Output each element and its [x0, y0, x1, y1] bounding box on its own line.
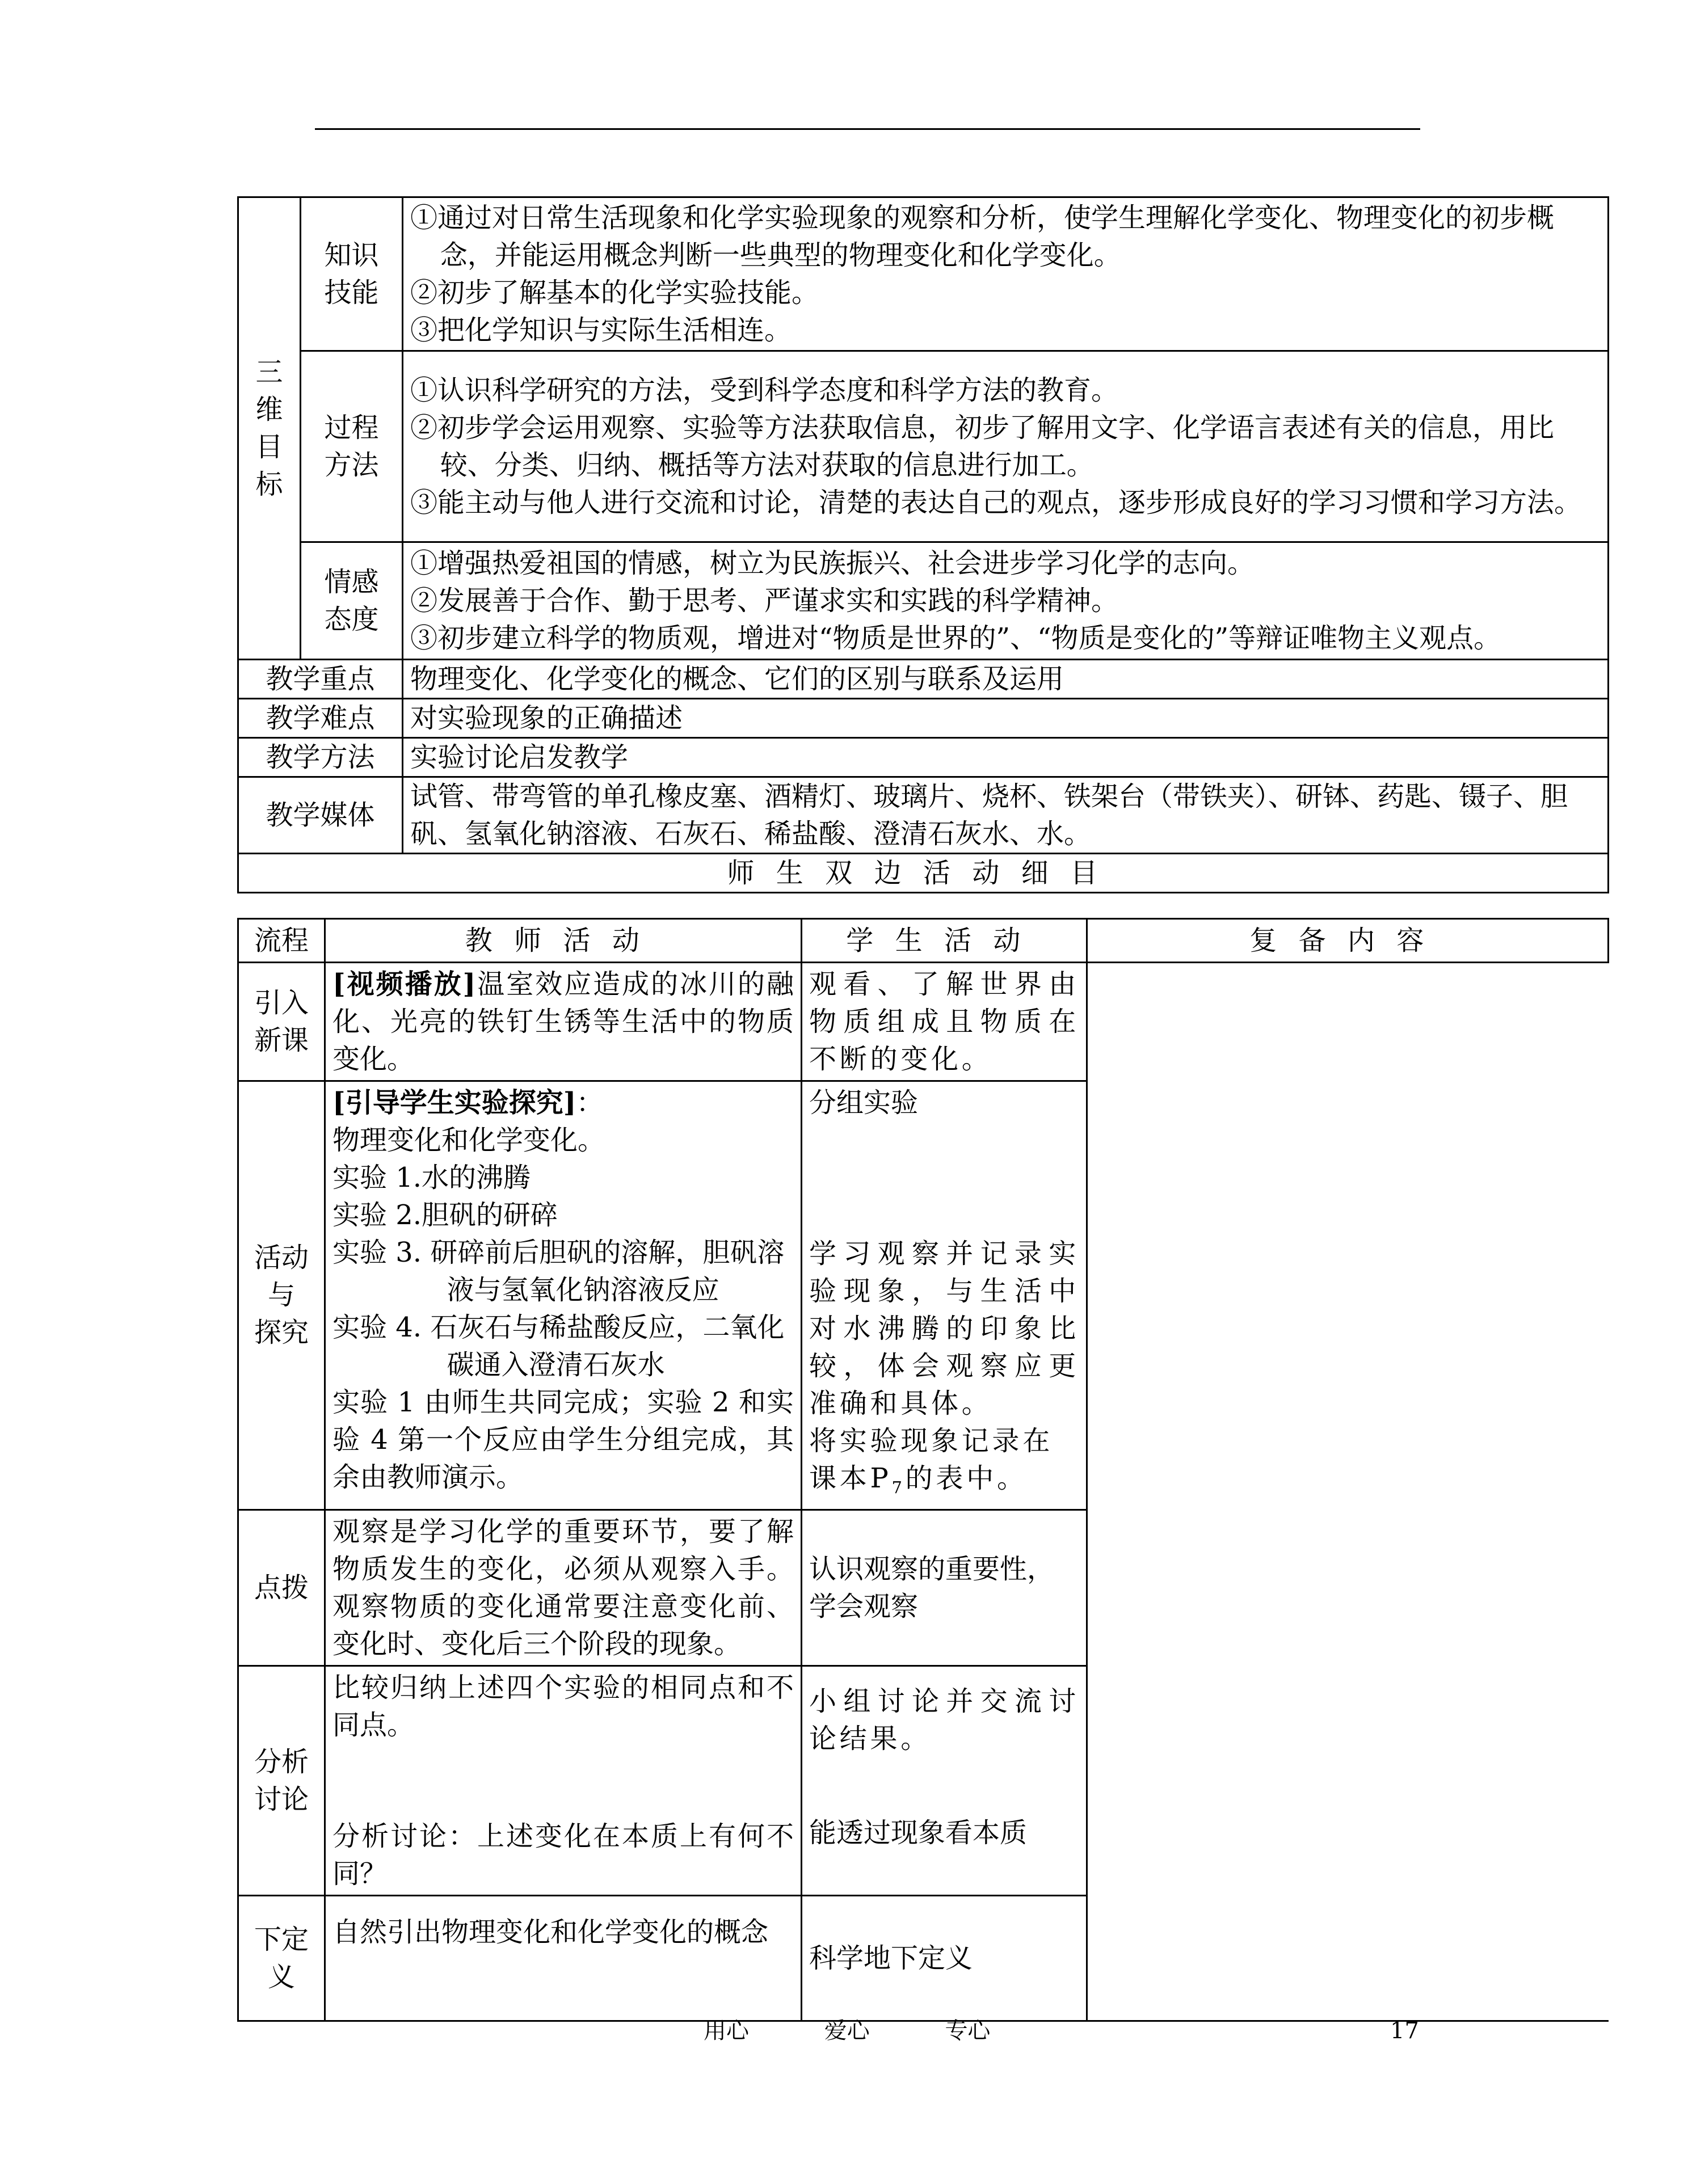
- teacher-cell: [325, 1666, 802, 1895]
- student-text: 将实验现象记录在课本$P_7$的表中。: [809, 1425, 1054, 1498]
- experiment-item: 实验 1.水的沸腾: [332, 1162, 531, 1194]
- emotion-label: 情感 态度: [301, 542, 403, 660]
- video-tag: [视频播放]: [332, 968, 476, 1000]
- student-cell: 观看、了解世界由物质组成且物质在不断的变化。: [802, 963, 1087, 1081]
- student-cell: [802, 1081, 1087, 1510]
- teacher-text: 物理变化和化学变化。: [332, 1124, 605, 1156]
- activities-banner-row: [238, 854, 1609, 893]
- process-item: ②初步学会运用观察、实验等方法获取信息，初步了解用文字、化学语言表述有关的信息，用比较、分类、归纳、概括等方法对获取的信息进行加工。: [410, 412, 1555, 481]
- info-label: 教学媒体: [238, 777, 403, 854]
- col-prep-header: 复备内容: [1087, 919, 1609, 963]
- info-row-media: [238, 777, 1609, 854]
- info-label: 教学难点: [238, 699, 403, 738]
- emotion-row: [238, 542, 1609, 660]
- activities-table: [237, 918, 1609, 2022]
- experiment-item: 实验 3. 研碎前后胆矾的溶解，胆矾溶液与氢氧化钠溶液反应: [332, 1237, 785, 1306]
- flow-cell: 点拨: [238, 1510, 325, 1666]
- student-text: 小组讨论并交流讨论结果。: [809, 1685, 1079, 1755]
- prep-cell: [1087, 963, 1609, 2021]
- flow-cell: 引入 新课: [238, 963, 325, 1081]
- intro-row: [238, 963, 1609, 1081]
- teacher-text: 比较归纳上述四个实验的相同点和不同点。: [332, 1671, 794, 1741]
- objectives-table: [237, 196, 1609, 893]
- flow-cell: 分析 讨论: [238, 1666, 325, 1895]
- teacher-cell: 自然引出物理变化和化学变化的概念: [325, 1895, 802, 2021]
- page-number: 17: [1390, 2018, 1419, 2044]
- header-rule: [315, 128, 1420, 130]
- student-cell: 认识观察的重要性，学会观察: [802, 1510, 1087, 1666]
- knowledge-items: [403, 197, 1609, 351]
- student-text: 分组实验: [809, 1087, 919, 1119]
- emotion-item: ②发展善于合作、勤于思考、严谨求实和实践的科学精神。: [410, 585, 1119, 617]
- info-row-key-points: [238, 660, 1609, 699]
- col-teacher-header: 教师活动: [325, 919, 802, 963]
- info-row-methods: [238, 738, 1609, 777]
- knowledge-item: ②初步了解基本的化学实验技能。: [410, 277, 819, 309]
- teacher-cell: [引导学生实验探究]： 物理变化和化学变化。 实验 1.水的沸腾 实验 2.胆矾的研碎 实验 3. 研碎前后胆矾的溶解，胆矾溶液与氢氧化钠溶液反应 实验 4. 石灰石与稀盐酸反应，二氧化碳通入澄清石灰水 实验 1 由师生共同完成；实验 2 和实验 4 第一个反应由学生分组完成，其余由教师演示。: [325, 1081, 802, 1510]
- col-flow-header: 流程: [238, 919, 325, 963]
- info-value: 实验讨论启发教学: [403, 738, 1609, 777]
- student-text: 学习观察并记录实验现象，与生活中对水沸腾的印象比较，体会观察应更准确和具体。: [809, 1238, 1079, 1419]
- knowledge-item: ①通过对日常生活现象和化学实验现象的观察和分析，使学生理解化学变化、物理变化的初步概念，并能运用概念判断一些典型的物理变化和化学变化。: [410, 202, 1555, 271]
- info-value: 试管、带弯管的单孔橡皮塞、酒精灯、玻璃片、烧杯、铁架台（带铁夹）、研钵、药匙、镊子、胆矾、氢氧化钠溶液、石灰石、稀盐酸、澄清石灰水、水。: [403, 777, 1609, 854]
- info-value: 对实验现象的正确描述: [403, 699, 1609, 738]
- knowledge-row: [238, 197, 1609, 351]
- teacher-cell: 观察是学习化学的重要环节，要了解物质发生的变化，必须从观察入手。观察物质的变化通常要注意变化前、变化时、变化后三个阶段的现象。: [325, 1510, 802, 1666]
- student-text: 能透过现象看本质: [809, 1816, 1028, 1849]
- student-cell: [802, 1666, 1087, 1895]
- flow-cell: 下定 义: [238, 1895, 325, 2021]
- process-items: [403, 351, 1609, 542]
- emotion-items: [403, 542, 1609, 660]
- info-label: 教学重点: [238, 660, 403, 699]
- footer-motto: 用心 爱心 专心: [704, 2018, 991, 2044]
- student-cell: 科学地下定义: [802, 1895, 1087, 2021]
- col-student-header: 学生活动: [802, 919, 1087, 963]
- emotion-item: ③初步建立科学的物质观，增进对“物质是世界的”、“物质是变化的”等辩证唯物主义观点。: [410, 622, 1501, 654]
- info-value: 物理变化、化学变化的概念、它们的区别与联系及运用: [403, 660, 1609, 699]
- knowledge-item: ③把化学知识与实际生活相连。: [410, 314, 792, 346]
- process-label: 过程 方法: [301, 351, 403, 542]
- experiment-item: 实验 2.胆矾的研碎: [332, 1199, 558, 1231]
- three-dim-goals-label: 三 维 目 标: [238, 197, 301, 660]
- knowledge-label: 知识 技能: [301, 197, 403, 351]
- activities-banner: 师生双边活动细目: [238, 854, 1609, 893]
- column-header-row: [238, 919, 1609, 963]
- flow-cell: 活动 与 探究: [238, 1081, 325, 1510]
- teacher-note: 实验 1 由师生共同完成；实验 2 和实验 4 第一个反应由学生分组完成，其余由教师演示。: [332, 1386, 794, 1493]
- emotion-item: ①增强热爱祖国的情感，树立为民族振兴、社会进步学习化学的志向。: [410, 547, 1255, 579]
- experiment-item: 实验 4. 石灰石与稀盐酸反应，二氧化碳通入澄清石灰水: [332, 1312, 785, 1381]
- info-row-difficulties: [238, 699, 1609, 738]
- guide-tag: [引导学生实验探究]: [332, 1087, 576, 1119]
- teacher-cell: [325, 963, 802, 1081]
- info-label: 教学方法: [238, 738, 403, 777]
- process-row: [238, 351, 1609, 542]
- teacher-text: 温室效应造成的冰川的融化、光亮的铁钉生锈等生活中的物质变化。: [332, 968, 794, 1075]
- process-item: ①认识科学研究的方法，受到科学态度和科学方法的教育。: [410, 374, 1119, 406]
- teacher-text: 分析讨论：上述变化在本质上有何不同？: [332, 1820, 794, 1890]
- process-item: ③能主动与他人进行交流和讨论，清楚的表达自己的观点，逐步形成良好的学习习惯和学习方法。: [410, 487, 1582, 518]
